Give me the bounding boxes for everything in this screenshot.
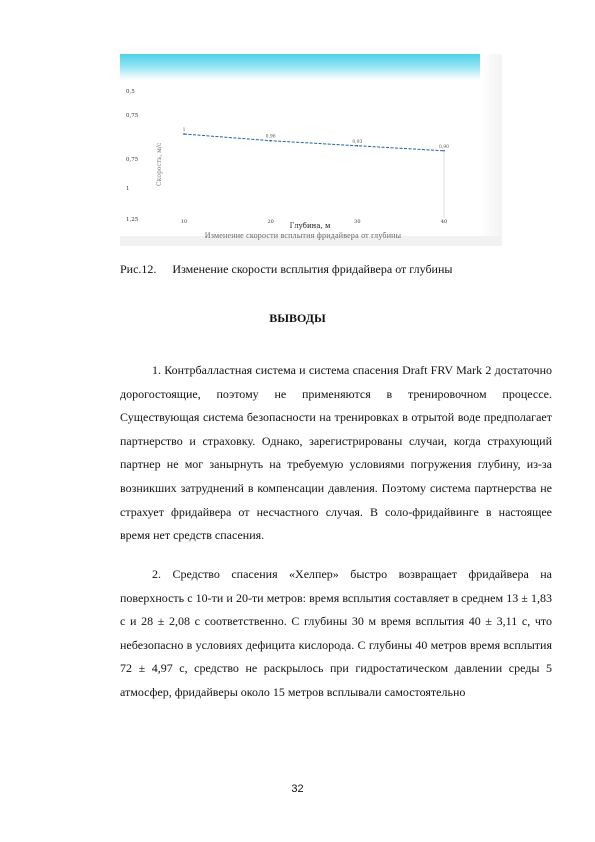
series-line (184, 134, 444, 151)
data-label: 0,96 (265, 134, 276, 140)
y-tick-label: 0,75 (126, 113, 139, 119)
figure-chart (120, 54, 502, 246)
data-point (356, 145, 358, 147)
y-tick-label: 0,75 (126, 157, 139, 163)
data-label: 0,90 (438, 144, 450, 150)
x-tick-label: 40 (440, 219, 448, 225)
data-label: 0,93 (352, 139, 363, 145)
y-axis-label: Скорость, м/с (156, 142, 163, 186)
section-heading: ВЫВОДЫ (269, 311, 326, 325)
page-number: 32 (291, 783, 304, 795)
paragraph-2: 2. Средство спасения «Хелпер» быстро возвращает фридайвера на поверхность с 10-ти и 20-ти метров: время всплытия составляет в среднем 13 ± 1,83 с и 28 ± 2,08 с соответственно. С глубины 30 м время всплытия 40 ± 3,11 с, что небезопасно в условиях дефицита кислорода. С глубины 40 метров время всплытия 72 ± 4,97 с, средство не раскрылось при гидростатическом давлении среды 5 атмосфер, фридайверы около 15 метров всплывали самостоятельно (120, 567, 552, 699)
line-chart (120, 54, 502, 246)
y-tick-label: 0,5 (126, 89, 135, 95)
x-tick-label: 30 (354, 219, 361, 225)
paragraph-1: 1. Контрбалластная система и система спасения Draft FRV Mark 2 достаточно дорогостоящие, поэтому не применяются в тренировочном процессе. Существующая система безопасности на тренировках в отрытой воде предполагает партнерство и страховку. Однако, зарегистрированы случаи, когда страхующий партнер не мог занырнуть на требуемую условиями погружения глубину, из-за возникших затруднений в компенсации давления. Поэтому система партнерства не страхует фридайвера от несчастного случая. В соло-фридайвинге в настоящее время нет средств спасения. (120, 363, 552, 543)
y-tick-label: 1,25 (126, 217, 139, 223)
figure-caption-text: Изменение скорости всплытия фридайвера от глубины (172, 262, 453, 276)
x-tick-label: 20 (267, 219, 274, 225)
figure-number: Рис.12. (120, 262, 157, 276)
x-tick-label: 10 (180, 219, 188, 225)
data-label: 1 (182, 128, 186, 133)
figure-caption (120, 262, 452, 277)
x-axis-label: Глубина, м (289, 222, 331, 230)
chart-inner-title: Изменение скорости всплытия фридайвера от глубины (204, 231, 402, 240)
data-point (183, 133, 185, 135)
data-point (270, 140, 272, 142)
y-tick-label: 1 (126, 186, 130, 192)
